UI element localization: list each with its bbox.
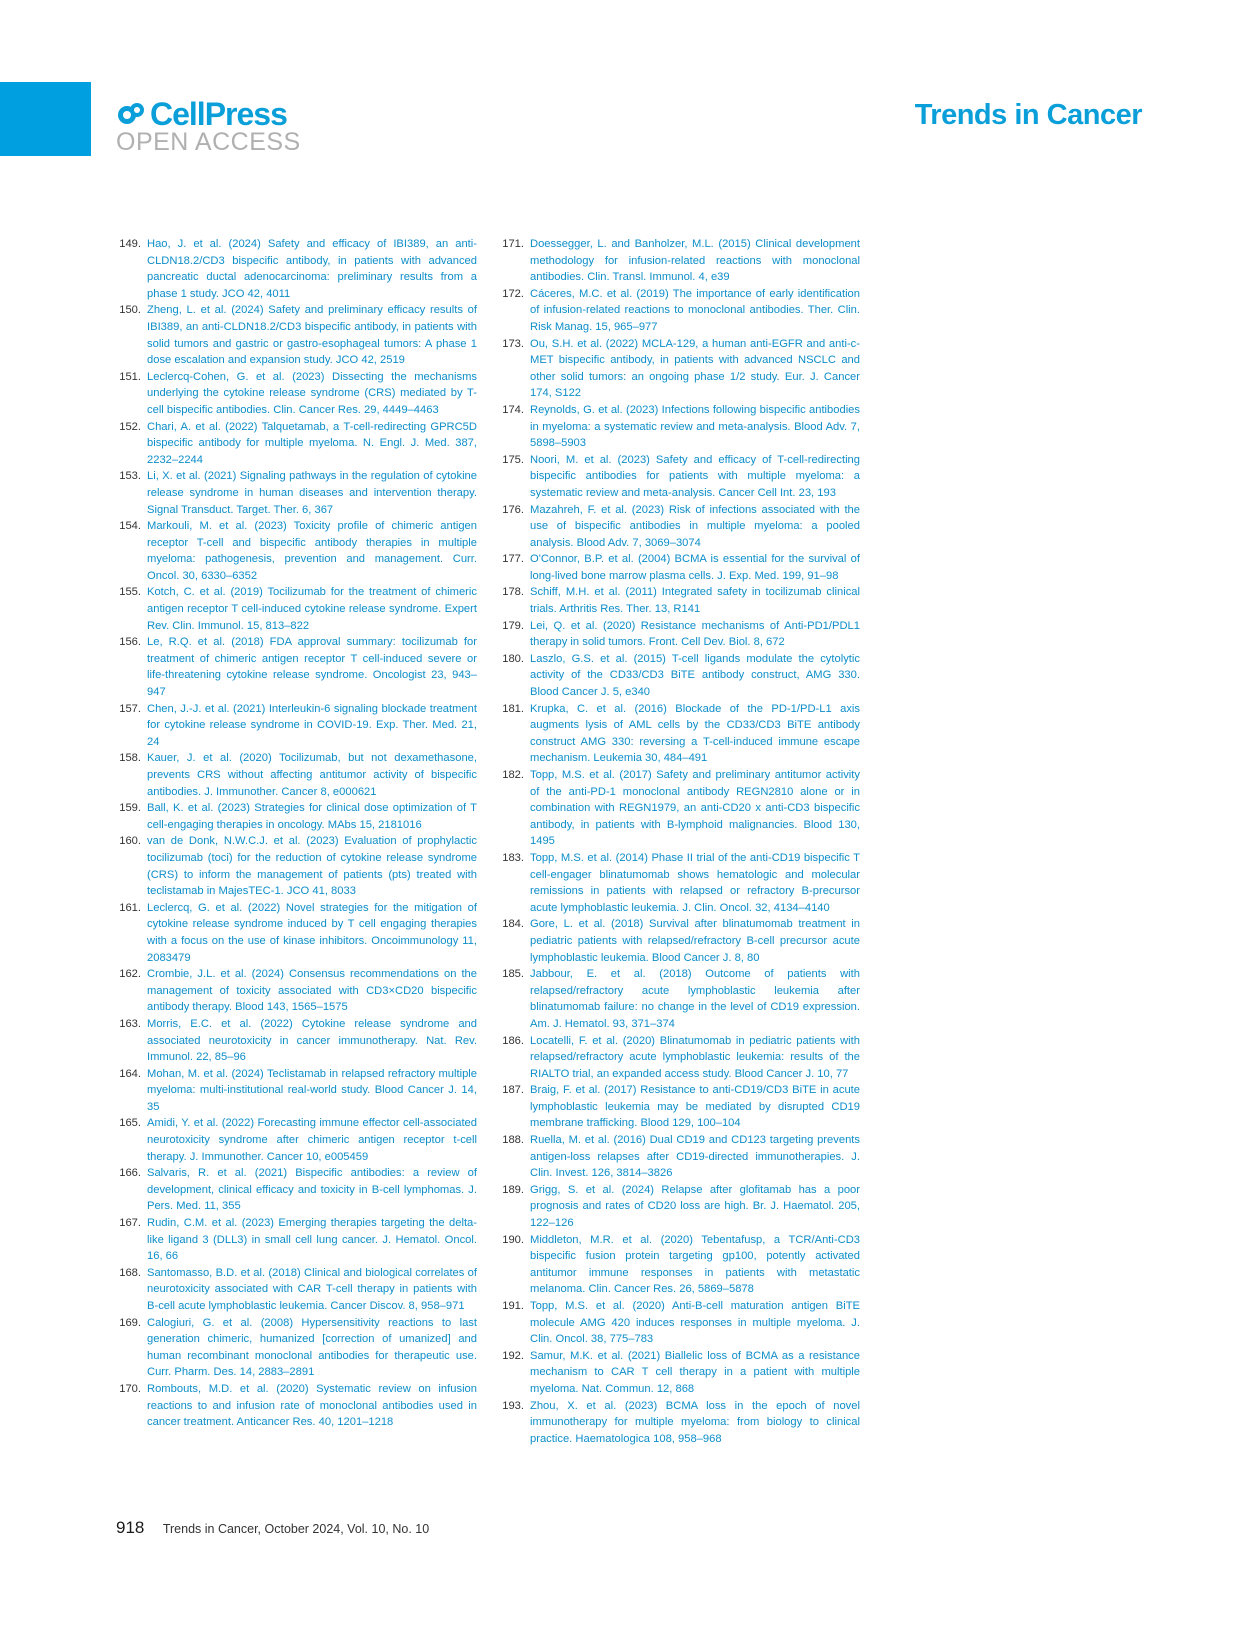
reference-item[interactable] (113, 584, 477, 634)
reference-item[interactable] (496, 1232, 860, 1298)
reference-text[interactable]: Li, X. et al. (2021) Signaling pathways in the regulation of cytokine release syndrome in human diseases and intervention therapy. Signal Transduct. Target. Ther. 6, 367 (147, 470, 477, 516)
reference-item[interactable] (496, 584, 860, 617)
reference-item[interactable] (113, 468, 477, 518)
reference-item[interactable] (113, 236, 477, 302)
reference-number: 158. (119, 752, 141, 765)
reference-number: 151. (119, 370, 141, 383)
reference-item[interactable] (113, 302, 477, 368)
reference-number: 169. (119, 1316, 141, 1329)
reference-number: 166. (119, 1167, 141, 1180)
reference-item[interactable] (496, 701, 860, 767)
reference-number: 165. (119, 1117, 141, 1130)
reference-number: 182. (502, 769, 524, 781)
reference-text[interactable]: Jabbour, E. et al. (2018) Outcome of patients with relapsed/refractory acute lymphoblastic leukemia after blinatumomab failure: no change in the level of CD19 expression. Am. J. Hematol. 93, 371–374 (530, 968, 860, 1030)
reference-item[interactable] (496, 1298, 860, 1348)
reference-number: 170. (119, 1382, 141, 1395)
reference-number: 192. (502, 1349, 524, 1362)
reference-text[interactable]: Middleton, M.R. et al. (2020) Tebentafusp, a TCR/Anti-CD3 bispecific fusion protein targeting gp100, potently activated antitumor immune responses in patients with metastatic melanoma. Clin. Cancer Res. 26, 5869–5878 (530, 1233, 860, 1296)
reference-item[interactable] (496, 767, 860, 850)
reference-number: 178. (502, 586, 524, 599)
reference-text[interactable]: Ruella, M. et al. (2016) Dual CD19 and CD123 targeting prevents antigen-loss relapses after CD19-directed immunotherapies. J. Clin. Invest. 126, 3814–3826 (530, 1134, 860, 1180)
reference-text[interactable]: Zhou, X. et al. (2023) BCMA loss in the epoch of novel immunotherapy for multiple myeloma: from biology to clinical practice. Haematologica 108, 958–968 (530, 1399, 860, 1445)
cellpress-logo[interactable] (116, 98, 316, 158)
reference-number: 180. (502, 652, 524, 665)
reference-number: 184. (502, 918, 524, 931)
reference-number: 149. (119, 238, 141, 250)
reference-number: 159. (119, 802, 141, 815)
reference-text[interactable]: Calogiuri, G. et al. (2008) Hypersensitivity reactions to last generation chimeric, humanized [correction of umanized] and human recombinant monoclonal antibodies for therapeutic use. Curr. Pharm. Des. 14, 2883–2891 (147, 1316, 477, 1379)
reference-number: 172. (502, 287, 524, 300)
reference-text[interactable]: Grigg, S. et al. (2024) Relapse after glofitamab has a poor prognosis and rates of CD20 loss are high. Br. J. Haematol. 205, 122–126 (530, 1183, 860, 1230)
reference-number: 168. (119, 1266, 141, 1279)
reference-text[interactable]: Laszlo, G.S. et al. (2015) T-cell ligands modulate the cytolytic activity of the CD33/CD3 BiTE antibody construct, AMG 330. Blood Cancer J. 5, e340 (530, 652, 860, 699)
reference-number: 161. (119, 901, 141, 914)
reference-number: 188. (502, 1134, 524, 1147)
reference-item[interactable] (113, 1066, 477, 1116)
reference-text[interactable]: Schiff, M.H. et al. (2011) Integrated safety in tocilizumab clinical trials. Arthritis Res. Ther. 13, R141 (530, 586, 860, 616)
header-accent-block (0, 82, 91, 156)
reference-number: 156. (119, 636, 141, 649)
brand-name: CellPress (150, 96, 287, 132)
reference-item[interactable] (496, 452, 860, 502)
reference-text[interactable]: Noori, M. et al. (2023) Safety and efficacy of T-cell-redirecting bispecific antibodies for patients with multiple myeloma: a systematic review and meta-analysis. Cancer Cell Int. 23, 193 (530, 453, 860, 499)
reference-number: 176. (502, 503, 524, 516)
cellpress-logo-icon (116, 100, 148, 130)
reference-number: 186. (502, 1034, 524, 1047)
reference-text[interactable]: Leclercq, G. et al. (2022) Novel strategies for the mitigation of cytokine release syndrome induced by T cell engaging therapies with a focus on the use of kinase inhibitors. Oncoimmunology 11, 2083479 (147, 901, 477, 964)
reference-number: 150. (119, 304, 141, 317)
reference-text[interactable]: Morris, E.C. et al. (2022) Cytokine release syndrome and associated neurotoxicity in cancer immunotherapy. Nat. Rev. Immunol. 22, 85–96 (147, 1017, 477, 1064)
reference-text[interactable]: Cáceres, M.C. et al. (2019) The importance of early identification of infusion-related reactions to monoclonal antibodies. Ther. Clin. Risk Manag. 15, 965–977 (530, 287, 860, 333)
reference-text[interactable]: Santomasso, B.D. et al. (2018) Clinical and biological correlates of neurotoxicity associated with CAR T-cell therapy in patients with B-cell acute lymphoblastic leukemia. Cancer Discov. 8, 958–971 (147, 1266, 477, 1312)
reference-item[interactable] (496, 1182, 860, 1232)
reference-number: 183. (502, 851, 524, 864)
reference-item[interactable] (496, 1033, 860, 1083)
reference-text[interactable]: Leclercq-Cohen, G. et al. (2023) Dissecting the mechanisms underlying the cytokine release syndrome (CRS) mediated by T-cell bispecific antibodies. Clin. Cancer Res. 29, 4449–4463 (147, 370, 477, 416)
page-footer (116, 1518, 429, 1538)
reference-text[interactable]: Braig, F. et al. (2017) Resistance to anti-CD19/CD3 BiTE in acute lymphoblastic leukemia may be mediated by disrupted CD19 membrane trafficking. Blood 129, 100–104 (530, 1084, 860, 1130)
reference-text[interactable]: Amidi, Y. et al. (2022) Forecasting immune effector cell-associated neurotoxicity syndrome after chimeric antigen receptor t-cell therapy. J. Immunother. Cancer 10, e005459 (147, 1117, 477, 1163)
reference-item[interactable] (113, 1215, 477, 1265)
reference-text[interactable]: Markouli, M. et al. (2023) Toxicity profile of chimeric antigen receptor T-cell and bispecific antibody therapies in multiple myeloma: pathogenesis, prevention and management. Curr. Oncol. 30, 6330–6352 (147, 520, 477, 582)
reference-number: 157. (119, 702, 141, 715)
reference-text[interactable]: Topp, M.S. et al. (2014) Phase II trial of the anti-CD19 bispecific T cell-engager blinatumomab shows hematologic and molecular remissions in patients with relapsed or refractory B-precursor acute lymphoblastic leukemia. J. Clin. Oncol. 32, 4134–4140 (530, 851, 860, 914)
reference-item[interactable] (496, 502, 860, 552)
reference-text[interactable]: Mohan, M. et al. (2024) Teclistamab in relapsed refractory multiple myeloma: multi-institutional real-world study. Blood Cancer J. 14, 35 (147, 1067, 477, 1113)
reference-item[interactable] (113, 634, 477, 700)
reference-item[interactable] (113, 1265, 477, 1315)
reference-number: 190. (502, 1233, 524, 1246)
reference-item[interactable] (496, 551, 860, 584)
reference-number: 187. (502, 1084, 524, 1097)
reference-number: 162. (119, 968, 141, 981)
reference-item[interactable] (496, 1082, 860, 1132)
reference-text[interactable]: Chen, J.-J. et al. (2021) Interleukin-6 signaling blockade treatment for cytokine release syndrome in COVID-19. Exp. Ther. Med. 21, 24 (147, 702, 477, 748)
reference-number: 173. (502, 337, 524, 350)
reference-item[interactable] (496, 850, 860, 916)
reference-item[interactable] (113, 900, 477, 966)
reference-text[interactable]: Salvaris, R. et al. (2021) Bispecific antibodies: a review of development, clinical efficacy and toxicity in B-cell lymphomas. J. Pers. Med. 11, 355 (147, 1167, 477, 1213)
reference-number: 167. (119, 1217, 141, 1230)
reference-number: 193. (502, 1399, 524, 1412)
reference-text[interactable]: Gore, L. et al. (2018) Survival after blinatumomab treatment in pediatric patients with relapsed/refractory B-cell precursor acute lymphoblastic leukemia. Blood Cancer J. 8, 80 (530, 918, 860, 964)
reference-number: 163. (119, 1017, 141, 1030)
reference-number: 189. (502, 1183, 524, 1196)
reference-text[interactable]: Crombie, J.L. et al. (2024) Consensus recommendations on the management of toxicity associated with CD3×CD20 bispecific antibody therapy. Blood 143, 1565–1575 (147, 968, 477, 1014)
reference-text[interactable]: Zheng, L. et al. (2024) Safety and preliminary efficacy results of IBI389, an anti-CLDN18.2/CD3 bispecific antibody, in patients with solid tumors and gastric or gastro-esophageal tumors: A phase 1 dose escalation and expansion study. JCO 42, 2519 (147, 304, 477, 367)
reference-text[interactable]: Le, R.Q. et al. (2018) FDA approval summary: tocilizumab for treatment of chimeric antigen receptor T cell-induced severe or life-threatening cytokine release syndrome. Oncologist 23, 943–947 (147, 636, 477, 699)
reference-text[interactable]: Kauer, J. et al. (2020) Tocilizumab, but not dexamethasone, prevents CRS without affecting antitumor activity of bispecific antibodies. J. Immunother. Cancer 8, e000621 (147, 752, 477, 798)
reference-number: 154. (119, 520, 141, 533)
reference-item[interactable] (496, 916, 860, 966)
reference-text[interactable]: van de Donk, N.W.C.J. et al. (2023) Evaluation of prophylactic tocilizumab (toci) for the reduction of cytokine release syndrome (CRS) to inform the management of patients (pts) treated with teclistamab in MajesTEC-1. JCO 41, 8033 (147, 835, 477, 898)
reference-item[interactable] (113, 701, 477, 751)
reference-item[interactable] (496, 966, 860, 1032)
reference-item[interactable] (496, 618, 860, 651)
reference-item[interactable] (113, 1381, 477, 1431)
reference-number: 160. (119, 835, 141, 848)
brand-subtitle: OPEN ACCESS (116, 128, 301, 156)
references-column-right (496, 236, 860, 1447)
reference-text[interactable]: Samur, M.K. et al. (2021) Biallelic loss of BCMA as a resistance mechanism to CAR T cell therapy in a patient with multiple myeloma. Nat. Commun. 12, 868 (530, 1349, 860, 1395)
reference-item[interactable] (113, 966, 477, 1016)
reference-number: 155. (119, 586, 141, 599)
reference-text[interactable]: Reynolds, G. et al. (2023) Infections following bispecific antibodies in myeloma: a systematic review and meta-analysis. Blood Adv. 7, 5898–5903 (530, 403, 860, 450)
reference-item[interactable] (496, 651, 860, 701)
reference-item[interactable] (113, 1115, 477, 1165)
reference-number: 171. (502, 238, 524, 250)
page-number: 918 (116, 1518, 145, 1537)
reference-item[interactable] (496, 286, 860, 336)
reference-item[interactable] (113, 1315, 477, 1381)
reference-item[interactable] (113, 518, 477, 584)
reference-text[interactable]: Mazahreh, F. et al. (2023) Risk of infections associated with the use of bispecific antibodies in multiple myeloma: a pooled analysis. Blood Adv. 7, 3069–3074 (530, 503, 860, 549)
reference-text[interactable]: Kotch, C. et al. (2019) Tocilizumab for the treatment of chimeric antigen receptor T cell-induced cytokine release syndrome. Expert Rev. Clin. Immunol. 15, 813–822 (147, 586, 477, 632)
reference-item[interactable] (496, 402, 860, 452)
reference-item[interactable] (496, 1398, 860, 1448)
reference-text[interactable]: Lei, Q. et al. (2020) Resistance mechanisms of Anti-PD1/PDL1 therapy in solid tumors. Front. Cell Dev. Biol. 8, 672 (530, 619, 860, 649)
reference-text[interactable]: Chari, A. et al. (2022) Talquetamab, a T-cell-redirecting GPRC5D bispecific antibody for multiple myeloma. N. Engl. J. Med. 387, 2232–2244 (147, 420, 477, 466)
reference-text[interactable]: Hao, J. et al. (2024) Safety and efficacy of IBI389, an anti-CLDN18.2/CD3 bispecific antibody, in patients with advanced pancreatic ductal adenocarcinoma: preliminary results from a phase 1 study. JCO 42, 4011 (147, 238, 477, 300)
reference-text[interactable]: Rombouts, M.D. et al. (2020) Systematic review on infusion reactions to and infusion rate of monoclonal antibodies used in cancer treatment. Anticancer Res. 40, 1201–1218 (147, 1382, 477, 1429)
reference-item[interactable] (496, 336, 860, 402)
reference-item[interactable] (496, 236, 860, 286)
reference-text[interactable]: Ou, S.H. et al. (2022) MCLA-129, a human anti-EGFR and anti-c-MET bispecific antibody, in patients with advanced NSCLC and other solid tumors: an ongoing phase 1/2 study. Eur. J. Cancer 174, S122 (530, 337, 860, 400)
reference-item[interactable] (496, 1132, 860, 1182)
reference-text[interactable]: Topp, M.S. et al. (2017) Safety and preliminary antitumor activity of the anti-PD-1 monoclonal antibody REGN2810 alone or in combination with REGN1979, an anti-CD20 x anti-CD3 bispecific antibody, in patients with B-lymphoid malignancies. Blood 130, 1495 (530, 769, 860, 848)
reference-text[interactable]: Doessegger, L. and Banholzer, M.L. (2015) Clinical development methodology for infusion-related reactions with monoclonal antibodies. Clin. Transl. Immunol. 4, e39 (530, 238, 860, 284)
reference-item[interactable] (113, 1165, 477, 1215)
reference-text[interactable]: O'Connor, B.P. et al. (2004) BCMA is essential for the survival of long-lived bone marrow plasma cells. J. Exp. Med. 199, 91–98 (530, 553, 860, 582)
journal-title: Trends in Cancer (914, 99, 1142, 131)
reference-item[interactable] (113, 1016, 477, 1066)
reference-text[interactable]: Krupka, C. et al. (2016) Blockade of the PD-1/PD-L1 axis augments lysis of AML cells by the CD33/CD3 BiTE antibody construct AMG 330: reversing a T-cell-induced immune escape mechanism. Leukemia 30, 484–491 (530, 702, 860, 765)
reference-item[interactable] (113, 800, 477, 833)
reference-item[interactable] (113, 419, 477, 469)
footer-citation: Trends in Cancer, October 2024, Vol. 10, No. 10 (162, 1522, 430, 1536)
reference-item[interactable] (113, 750, 477, 800)
reference-text[interactable]: Locatelli, F. et al. (2020) Blinatumomab in pediatric patients with relapsed/refractory acute lymphoblastic leukemia: results of the RIALTO trial, an expanded access study. Blood Cancer J. 10, 77 (530, 1034, 860, 1080)
reference-item[interactable] (113, 833, 477, 899)
reference-number: 191. (502, 1300, 524, 1312)
reference-text[interactable]: Ball, K. et al. (2023) Strategies for clinical dose optimization of T cell-engaging therapies in oncology. MAbs 15, 2181016 (147, 802, 477, 831)
reference-item[interactable] (113, 369, 477, 419)
reference-text[interactable]: Rudin, C.M. et al. (2023) Emerging therapies targeting the delta-like ligand 3 (DLL3) in small cell lung cancer. J. Hematol. Oncol. 16, 66 (147, 1217, 477, 1263)
reference-number: 152. (119, 420, 141, 433)
reference-number: 164. (119, 1067, 141, 1080)
reference-number: 175. (502, 453, 524, 466)
references-column-left (113, 236, 477, 1431)
reference-number: 179. (502, 619, 524, 632)
reference-text[interactable]: Topp, M.S. et al. (2020) Anti-B-cell maturation antigen BiTE molecule AMG 420 induces responses in multiple myeloma. J. Clin. Oncol. 38, 775–783 (530, 1300, 860, 1346)
reference-number: 181. (502, 702, 524, 715)
reference-number: 177. (502, 553, 524, 566)
reference-item[interactable] (496, 1348, 860, 1398)
reference-number: 153. (119, 470, 141, 483)
reference-number: 185. (502, 968, 524, 981)
reference-number: 174. (502, 403, 524, 416)
